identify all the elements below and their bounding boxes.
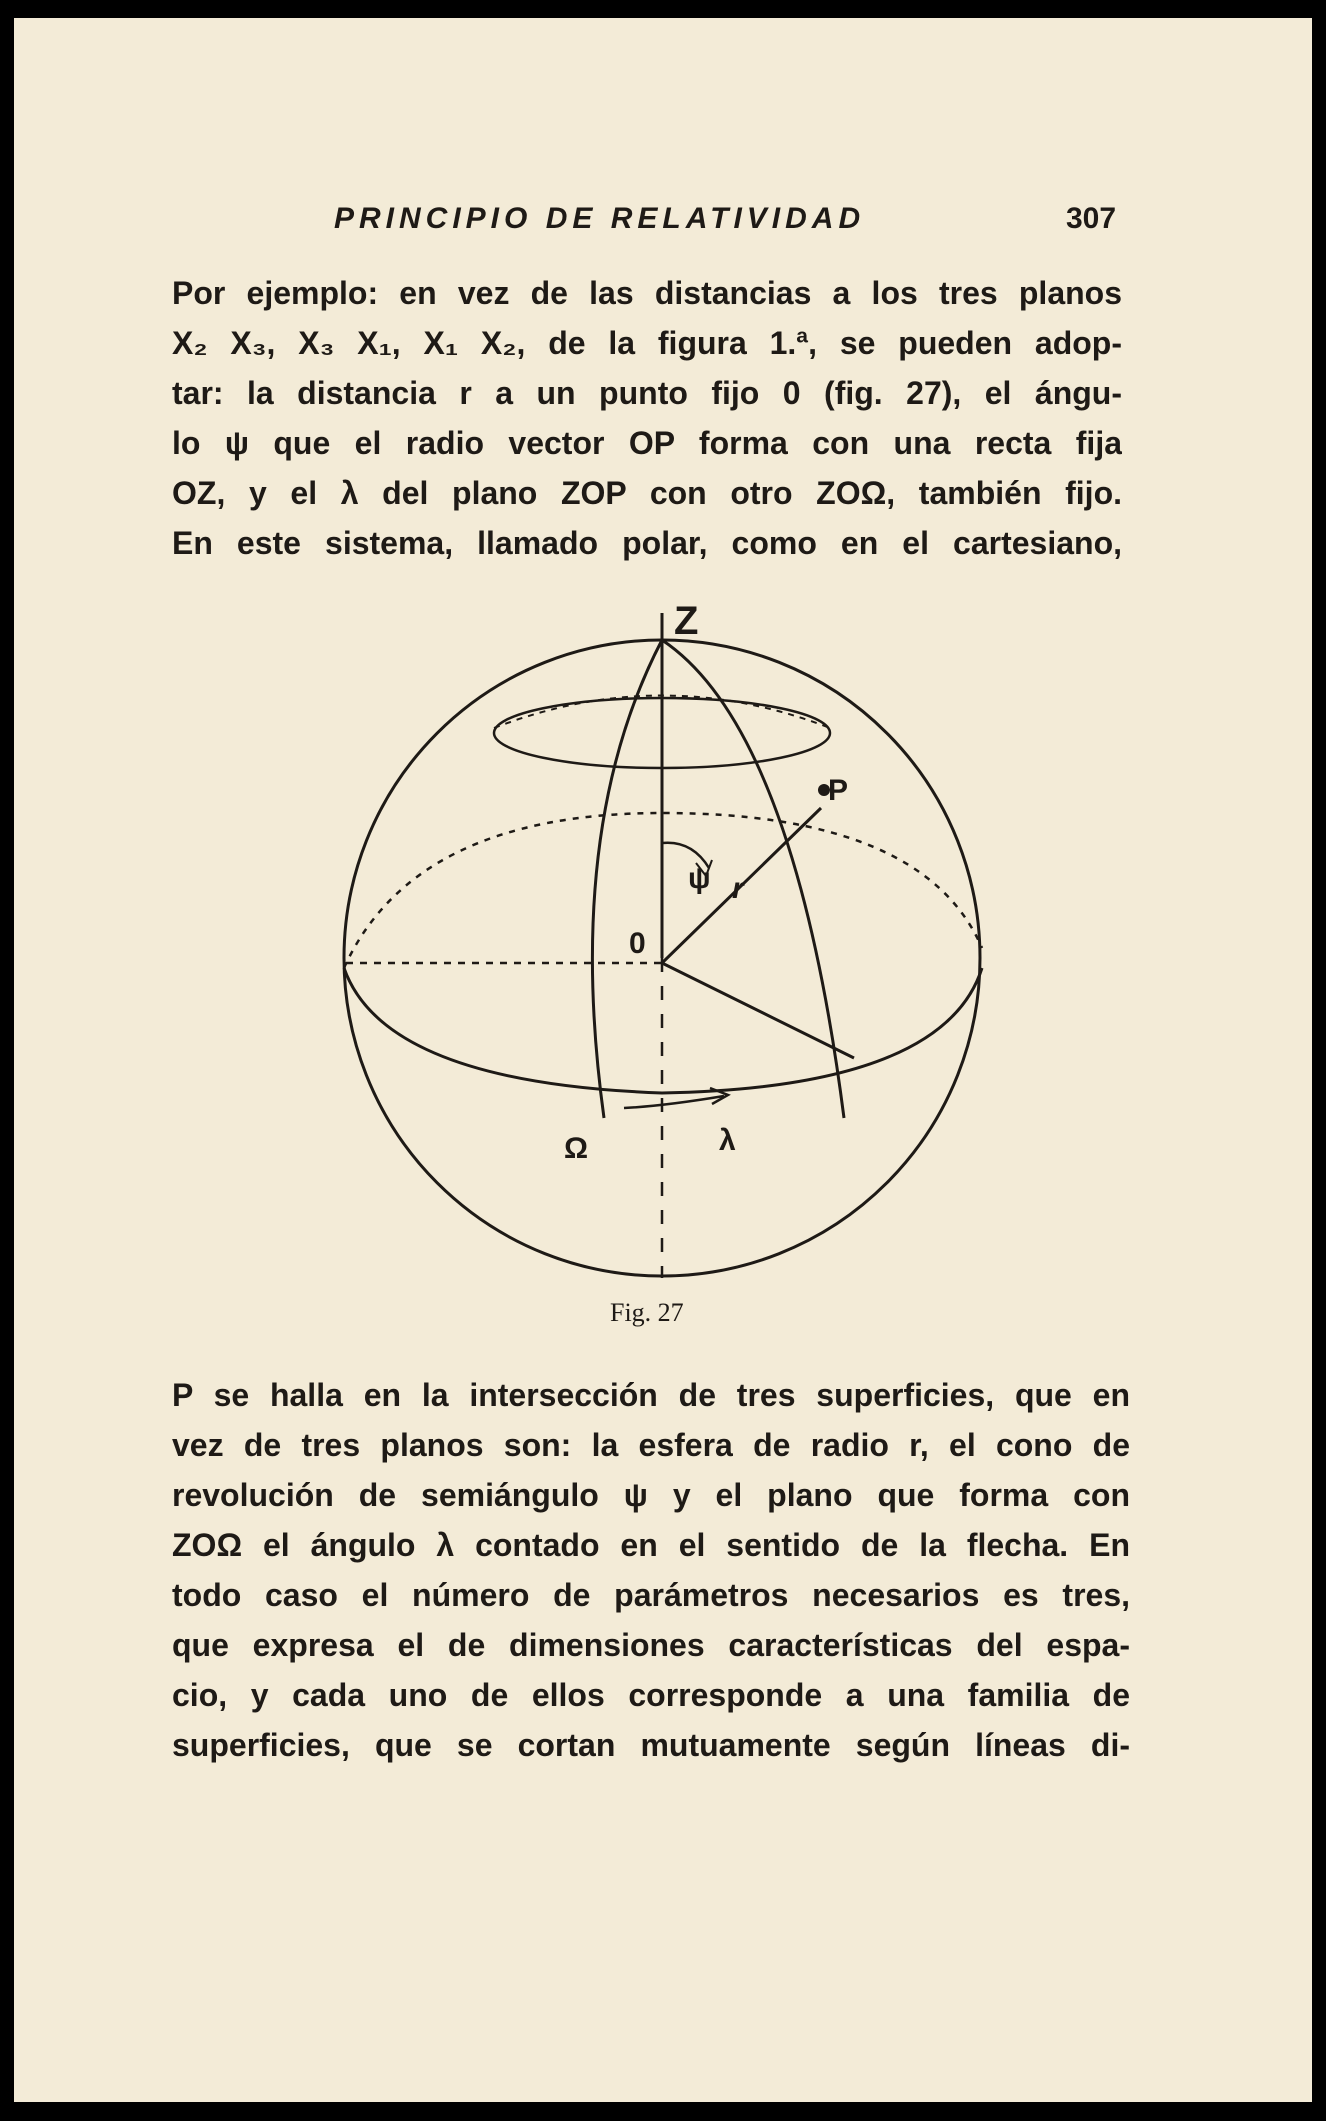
figure-caption: Fig. 27 (610, 1298, 684, 1327)
text-line: P se halla en la intersección de tres superficies, que en (172, 1377, 1130, 1413)
meridian-omega (592, 640, 662, 1118)
label-z: Z (674, 599, 699, 643)
label-psi: ψ (688, 862, 711, 895)
lambda-arc (624, 1096, 724, 1108)
radius-equator (662, 963, 854, 1058)
page-number: 307 (1066, 202, 1117, 235)
label-o: 0 (629, 927, 646, 960)
text-line: cio, y cada uno de ellos corresponde a una familia de (172, 1677, 1130, 1713)
figure-27 (324, 578, 1004, 1298)
text-line: superficies, que se cortan mutuamente según líneas di- (172, 1727, 1130, 1763)
text-line: tar: la distancia r a un punto fijo 0 (fig. 27), el ángu- (172, 375, 1122, 411)
label-omega: Ω (564, 1132, 589, 1165)
page-header (14, 196, 1312, 246)
label-r: r (732, 872, 744, 905)
text-line: Por ejemplo: en vez de las distancias a los tres planos (172, 275, 1122, 311)
paragraph-2 (172, 1370, 1130, 1770)
label-p: P (828, 774, 849, 807)
running-title: PRINCIPIO DE RELATIVIDAD (334, 202, 866, 235)
text-line: lo ψ que el radio vector OP forma con una recta fija (172, 425, 1122, 461)
text-line: OZ, y el λ del plano ZOP con otro ZOΩ, también fijo. (172, 475, 1122, 511)
book-page (14, 18, 1312, 2102)
text-line: todo caso el número de parámetros necesarios es tres, (172, 1577, 1130, 1613)
paragraph-1 (172, 268, 1122, 568)
sphere-diagram (324, 578, 1004, 1298)
label-lambda: λ (719, 1124, 736, 1157)
text-line: revolución de semiángulo ψ y el plano que forma con (172, 1477, 1130, 1513)
text-line: En este sistema, llamado polar, como en el cartesiano, (172, 525, 1122, 561)
text-line: ZOΩ el ángulo λ contado en el sentido de la flecha. En (172, 1527, 1130, 1563)
text-line: vez de tres planos son: la esfera de radio r, el cono de (172, 1427, 1130, 1463)
text-line: que expresa el de dimensiones características del espa- (172, 1627, 1130, 1663)
text-line: X₂ X₃, X₃ X₁, X₁ X₂, de la figura 1.ª, se pueden adop- (172, 325, 1122, 361)
